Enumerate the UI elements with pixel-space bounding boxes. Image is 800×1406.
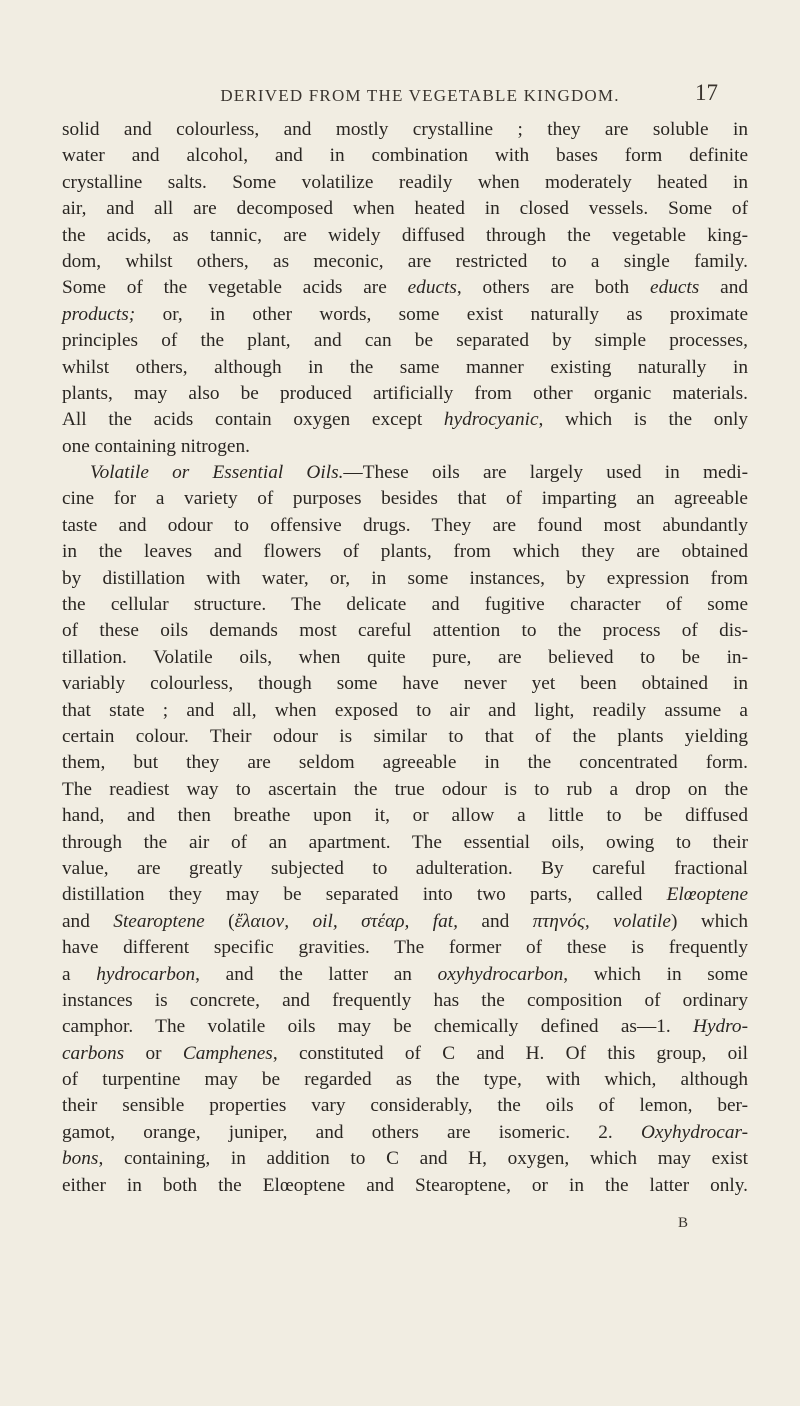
text-line [62, 856, 748, 882]
text-run: instances is concrete, and frequently has the composition of ordinary [62, 989, 748, 1011]
text-run: air, and all are decomposed when heated in closed vessels. Some of [62, 198, 748, 220]
text-run: value, are greatly subjected to adulteration. By careful fractional [62, 857, 748, 879]
text-line [62, 1120, 748, 1146]
text-run: All the acids contain oxygen except [62, 409, 444, 431]
text-run: by distillation with water, or, in some instances, by expression from [62, 567, 748, 589]
text-line [62, 724, 748, 750]
text-run: through the air of an apartment. The essential oils, owing to their [62, 831, 748, 853]
text-run: solid and colourless, and mostly crystalline ; they are soluble in [62, 119, 748, 140]
running-head: DERIVED FROM THE VEGETABLE KINGDOM. [220, 86, 620, 105]
text-run: them, but they are seldom agreeable in the concentrated form. [62, 752, 748, 774]
text-run: whilst others, although in the same manner existing naturally in [62, 356, 748, 378]
text-line [62, 882, 748, 908]
text-run: of turpentine may be regarded as the type, with which, although [62, 1069, 748, 1091]
text-run: and [699, 277, 748, 299]
text-line [62, 170, 748, 196]
text-run-italic: Elœoptene [666, 884, 748, 906]
text-run-italic: hydrocarbon [96, 963, 196, 985]
text-run-italic: hydrocyanic [443, 409, 539, 431]
text-line [62, 539, 748, 565]
text-run-italic: educts [407, 277, 457, 299]
section-heading-line [62, 460, 748, 486]
text-run: The readiest way to ascertain the true odour is to rub a drop on the [62, 778, 748, 800]
text-run-italic: Oxyhydrocar- [640, 1121, 748, 1143]
text-line [62, 486, 748, 512]
text-line [62, 355, 748, 381]
body-text [62, 117, 748, 1199]
text-run: —These oils are largely used in medi- [343, 462, 748, 484]
text-run: the acids, as tannic, are widely diffused through the vegetable king- [62, 224, 748, 246]
text-run: or [124, 1042, 183, 1064]
text-run: , containing, in addition to C and H, oxygen, which may exist [98, 1148, 748, 1170]
text-line [62, 777, 748, 803]
text-line [62, 671, 748, 697]
text-run: ( [204, 910, 235, 932]
text-run: , and the latter an [195, 963, 438, 985]
text-line [62, 302, 748, 328]
text-line [62, 117, 748, 143]
text-line [62, 592, 748, 618]
text-run: crystalline salts. Some volatilize readily when moderately heated in [62, 171, 748, 193]
text-line [62, 645, 748, 671]
text-run: , others are both [456, 277, 651, 299]
text-run: in the leaves and flowers of plants, from which they are obtained [62, 541, 748, 563]
text-line [62, 143, 748, 169]
text-line [62, 935, 748, 961]
text-run: principles of the plant, and can be separated by simple processes, [62, 330, 748, 352]
text-line [62, 1146, 748, 1172]
text-line [62, 223, 748, 249]
text-run: of these oils demands most careful attention to the process of dis- [62, 620, 748, 642]
text-run-italic: Stearoptene [113, 910, 205, 932]
text-line [62, 275, 748, 301]
text-line [62, 1014, 748, 1040]
text-line [62, 1093, 748, 1119]
text-run: and [457, 910, 533, 932]
text-run: distillation they may be separated into two parts, called [62, 884, 667, 906]
text-run-italic: bons [62, 1148, 99, 1170]
greek-etymology: πτηνός, volatile [532, 910, 671, 932]
text-run: ) which [670, 910, 748, 932]
text-line [62, 1067, 748, 1093]
text-run: Some of the vegetable acids are [62, 277, 408, 299]
text-run: , which is the only [538, 409, 749, 431]
text-run: dom, whilst others, as meconic, are restricted to a single family. [62, 250, 748, 272]
text-run: either in both the Elœoptene and Stearoptene, or in the latter only. [62, 1174, 748, 1196]
text-run: and [62, 910, 114, 932]
text-run-italic: educts [650, 277, 700, 299]
text-run: taste and odour to offensive drugs. They are found most abundantly [62, 514, 748, 536]
text-line [62, 1041, 748, 1067]
text-line [62, 566, 748, 592]
text-run: hand, and then breathe upon it, or allow a little to be diffused [62, 805, 748, 827]
text-run: the cellular structure. The delicate and fugitive character of some [62, 594, 748, 616]
text-line [62, 830, 748, 856]
text-run: a [62, 963, 97, 985]
signature-mark: B [677, 1215, 688, 1231]
page-number: 17 [695, 80, 718, 105]
text-line [62, 513, 748, 539]
text-run: or, in other words, some exist naturally as proximate [135, 303, 748, 325]
text-run: , which in some [563, 963, 748, 985]
text-run: , constituted of C and H. Of this group, oil [272, 1042, 748, 1064]
text-run-italic: Hydro- [693, 1016, 748, 1038]
text-line [62, 750, 748, 776]
text-line [62, 381, 748, 407]
text-run: have different specific gravities. The former of these is frequently [62, 937, 748, 959]
text-run: certain colour. Their odour is similar to that of the plants yielding [62, 725, 748, 747]
text-line [62, 1173, 748, 1199]
text-run-italic: products; [62, 303, 136, 325]
text-line [62, 909, 748, 935]
text-run: camphor. The volatile oils may be chemically defined as—1. [62, 1016, 694, 1038]
text-line [62, 962, 748, 988]
text-run: water and alcohol, and in combination with bases form definite [62, 145, 748, 167]
text-run: plants, may also be produced artificially from other organic materials. [62, 382, 748, 404]
text-run-italic: carbons [62, 1042, 125, 1064]
text-line [62, 328, 748, 354]
text-line [62, 698, 748, 724]
text-run: one containing nitrogen. [62, 435, 250, 457]
text-line [62, 434, 748, 460]
text-line [62, 988, 748, 1014]
text-run: that state ; and all, when exposed to air and light, readily assume a [62, 699, 748, 721]
text-run-italic: Camphenes [182, 1042, 273, 1064]
text-run: tillation. Volatile oils, when quite pure, are believed to be in- [62, 646, 748, 668]
text-line [62, 618, 748, 644]
text-run: their sensible properties vary considerably, the oils of lemon, ber- [62, 1095, 748, 1117]
greek-etymology: ἔλαιον, oil, στέαρ, fat, [234, 910, 458, 932]
text-run: cine for a variety of purposes besides that of imparting an agreeable [62, 488, 748, 510]
text-run-italic: oxyhydrocarbon [437, 963, 564, 985]
text-line [62, 407, 748, 433]
text-line [62, 803, 748, 829]
section-heading: Volatile or Essential Oils. [90, 462, 344, 484]
text-run: variably colourless, though some have never yet been obtained in [62, 673, 748, 695]
text-line [62, 249, 748, 275]
text-run: gamot, orange, juniper, and others are isomeric. 2. [62, 1121, 641, 1143]
text-line [62, 196, 748, 222]
